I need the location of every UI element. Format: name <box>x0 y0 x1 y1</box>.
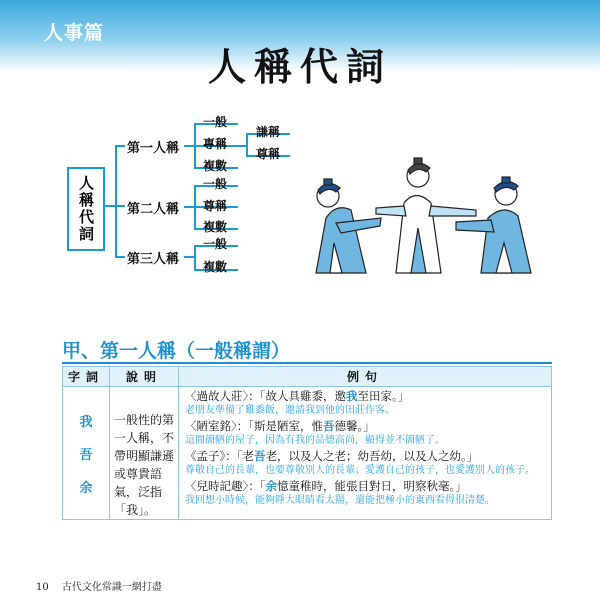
word-wo: 我 <box>79 414 93 430</box>
page-footer <box>36 578 162 593</box>
branch-first-person: 第一人稱 <box>127 141 180 156</box>
section-subtitle: 甲、第一人稱（一般稱謂） <box>62 340 291 362</box>
tree-line <box>246 133 248 155</box>
leaf-third-plural: 複數 <box>203 260 228 274</box>
page-title: 人稱代詞 <box>207 44 392 89</box>
table-row <box>63 387 552 520</box>
word-wu: 吾 <box>79 447 93 463</box>
tree-line <box>184 256 194 258</box>
leaf-first-special: 專稱 <box>203 137 228 151</box>
leaf-honorific: 尊稱 <box>256 147 281 161</box>
example-translation: 尊敬自己的長輩，也要尊敬別人的長輩；愛護自己的孩子，也愛護別人的孩子。 <box>185 465 535 476</box>
tree-line <box>194 245 196 269</box>
examples-cell <box>179 387 552 520</box>
header-word: 字詞 <box>63 367 110 387</box>
pronoun-tree-diagram <box>0 105 290 280</box>
header-explanation: 說明 <box>110 367 179 387</box>
explanation-cell: 一般性的第一人稱，不帶明顯謙遜或尊貴語氣，泛指「我」。 <box>110 387 179 520</box>
tree-line <box>115 205 125 207</box>
table-header-row <box>63 367 552 387</box>
word-yu: 余 <box>79 480 93 496</box>
tree-line <box>184 145 194 147</box>
book-title: 古代文化常識一網打盡 <box>61 582 162 593</box>
leaf-second-plural: 複數 <box>203 220 228 234</box>
branch-third-person: 第三人稱 <box>127 252 180 267</box>
center-scholar-figure <box>376 158 476 273</box>
leaf-first-plural: 複數 <box>203 159 228 173</box>
three-scholars-illustration <box>296 148 556 278</box>
pronoun-table <box>62 366 552 520</box>
example-quote: 〈陋室銘〉：「斯是陋室，惟吾德馨。」 <box>185 419 375 433</box>
example-quote: 《孟子》：「老吾老，以及人之老；幼吾幼，以及人之幼。」 <box>185 449 479 463</box>
tree-line <box>115 145 125 147</box>
page-number: 10 <box>36 582 49 593</box>
left-scholar-figure <box>316 179 381 273</box>
tree-line <box>238 145 246 147</box>
example-translation: 老朋友準備了雞黍飯，邀請我到他的田莊作客。 <box>185 405 395 416</box>
word-cell <box>63 387 110 520</box>
leaf-second-honorific: 尊稱 <box>203 199 228 213</box>
example-translation: 這間簡陋的屋子，因為有我的品德高尚，顯得並不簡陋了。 <box>185 435 445 446</box>
leaf-first-general: 一般 <box>203 115 228 129</box>
subtitle-rule <box>62 362 552 364</box>
leaf-third-general: 一般 <box>203 237 228 251</box>
tree-root: 人稱代詞 <box>67 167 105 251</box>
tree-line <box>184 206 194 208</box>
right-scholar-figure <box>456 177 531 273</box>
tree-line <box>115 145 117 257</box>
tree-line <box>103 205 115 207</box>
example-quote: 〈兒時記趣〉：「余憶童稚時，能張目對日，明察秋毫。」 <box>185 479 467 493</box>
section-label: 人事篇 <box>44 22 105 44</box>
leaf-second-general: 一般 <box>203 177 228 191</box>
example-translation: 我回想小時候，能夠睜大眼睛看太陽，還能把極小的東西看得很清楚。 <box>185 495 495 506</box>
leaf-humble: 謙稱 <box>256 125 281 139</box>
example-quote: 〈過故人莊〉：「故人具雞黍，邀我至田家。」 <box>185 389 410 403</box>
header-example: 例句 <box>179 367 552 387</box>
tree-line <box>115 256 125 258</box>
branch-second-person: 第二人稱 <box>127 202 180 217</box>
